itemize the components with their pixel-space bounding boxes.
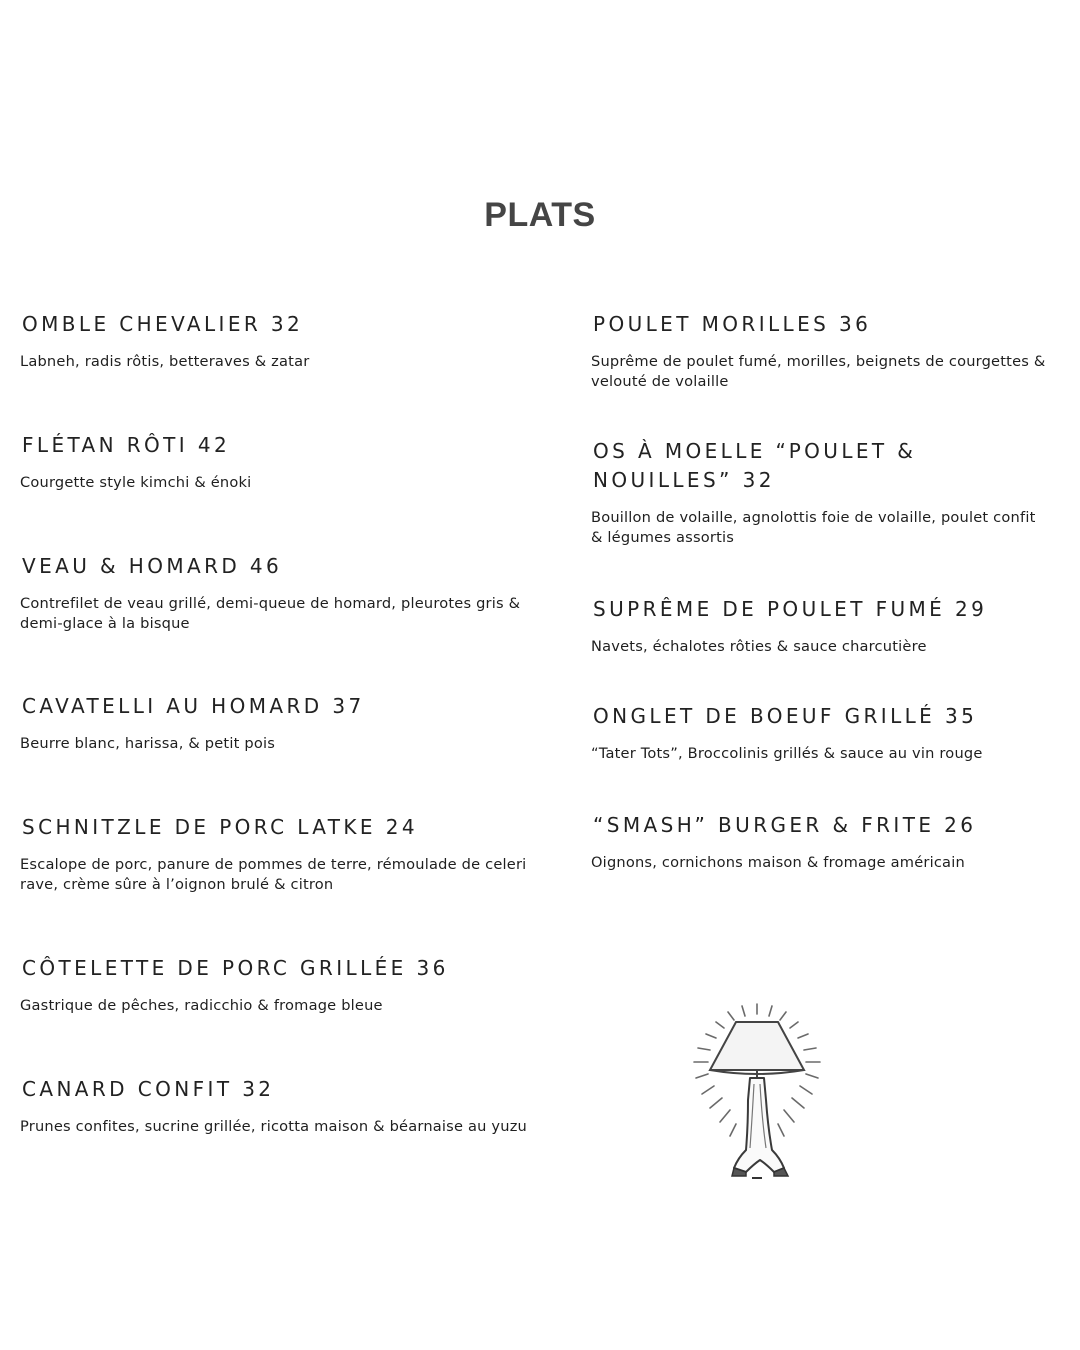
dish-item [591,437,1036,548]
dish-name: SCHNITZLE DE PORC LATKE 24 [22,815,418,839]
dish-name: ONGLET DE BOEUF GRILLÉ 35 [593,704,978,728]
lamp-leg-icon [690,1000,825,1185]
dish-name: CANARD CONFIT 32 [22,1077,275,1101]
dish-name: CAVATELLI AU HOMARD 37 [22,694,365,718]
dish-name: VEAU & HOMARD 46 [22,554,283,578]
dish-description: Bouillon de volaille, agnolottis foie de volaille, poulet confit & légumes assortis [591,509,1036,546]
dish-item [591,811,1061,873]
dish-item [20,431,540,493]
dish-description: Labneh, radis rôtis, betteraves & zatar [20,353,310,370]
dish-description: Navets, échalotes rôties & sauce charcutière [591,638,927,655]
page-title: PLATS [484,196,596,234]
dish-item [20,954,540,1016]
dish-description: “Tater Tots”, Broccolinis grillés & sauce au vin rouge [591,745,983,762]
dish-name: POULET MORILLES 36 [593,312,872,336]
dish-description: Prunes confites, sucrine grillée, ricotta maison & béarnaise au yuzu [20,1118,528,1135]
dish-name: FLÉTAN RÔTI 42 [22,433,231,457]
dish-name: “SMASH” BURGER & FRITE 26 [593,813,977,837]
dish-description: Courgette style kimchi & énoki [20,474,252,491]
dish-description: Contrefilet de veau grillé, demi-queue de homard, pleurotes gris & demi-glace à la bisque [20,595,521,632]
dish-description: Gastrique de pêches, radicchio & fromage bleue [20,997,383,1014]
dish-description: Suprême de poulet fumé, morilles, beignets de courgettes & velouté de volaille [591,353,1046,390]
dish-item [20,692,540,754]
dish-name: SUPRÊME DE POULET FUMÉ 29 [593,597,988,621]
dish-name: OMBLE CHEVALIER 32 [22,312,304,336]
dish-item [591,310,1061,392]
dish-description: Escalope de porc, panure de pommes de terre, rémoulade de celeri rave, crème sûre à l’oignon brulé & citron [20,856,527,893]
dish-name: OS À MOELLE “POULET & NOUILLES” 32 [593,439,917,492]
dish-item [20,813,540,895]
dish-item [20,1075,540,1137]
dish-description: Oignons, cornichons maison & fromage américain [591,854,965,871]
dish-description: Beurre blanc, harissa, & petit pois [20,735,276,752]
dish-item [591,595,1061,657]
dish-item [20,552,540,634]
dish-name: CÔTELETTE DE PORC GRILLÉE 36 [22,956,449,980]
dish-item [591,702,1061,764]
dish-item [20,310,540,372]
